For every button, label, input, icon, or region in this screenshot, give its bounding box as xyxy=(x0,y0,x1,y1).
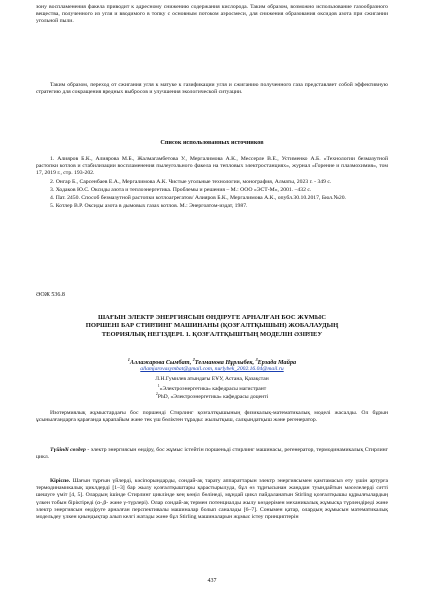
title-line: ТЕОРИЯЛЫҚ НЕГІЗДЕРІ. 1. ҚОЗҒАЛТҚЫШТЫҢ МОДЕЛІН ӘЗІРЛЕУ xyxy=(101,330,323,338)
affiliation-sup: 1 xyxy=(157,384,160,388)
author-emails[interactable]: allamjarovasymbat@gmail.com, nurlybek_2002.16.04@mail.ru xyxy=(140,366,284,372)
page-number: 437 xyxy=(207,578,217,584)
abstract: Изотермиялық жұмыстардағы бос поршенді Стирлинг қозғалтқышының физикалық-математикалық моделі жасалды. Ол бұрын ұсынылғандарға қарағанда қарапайым және тек үш бөліктен тұрады: жылытқыш, салқындатқыш және регенератор. xyxy=(36,410,388,424)
author-sup: 3 xyxy=(255,357,258,362)
keywords-label: Түйінді сөздер xyxy=(50,447,86,453)
udc-code: ӘОЖ 536.8 xyxy=(36,292,65,298)
affiliation-sup: 2 xyxy=(155,392,158,396)
intro-label: Кіріспе. xyxy=(50,478,71,484)
author-name: Ерзада Майра xyxy=(257,359,297,367)
affiliation-text: «Электроэнергетика» кафедрасы магистрант xyxy=(159,385,267,392)
reference-item: 1. Алияров Б.К., Алиярова М.Б., Жалмагамбетова У., Мергалимова А.К., Мессерле В.Е., Устименко А.Б. «Технологии безмазутной растопки котлов и стабилизации воспламенения пылеугольного факела на тепловых электростанциях», журнал «Горение и плазмохимия», том 17, 2019 г., стр. 193-202. xyxy=(36,156,388,177)
title-line: ПОРШЕНІ БАР СТИРЛИНГ МАШИНАНЫ (ҚОЗҒАЛТҚЫШЫН) ЖОБАЛАУДЫҢ xyxy=(85,322,339,330)
references-list xyxy=(36,156,388,211)
affiliation-role xyxy=(36,384,388,392)
keywords xyxy=(36,447,388,461)
affiliation-university: Л.Н.Гумилев атындағы ЕҰУ, Астана, Қазақстан xyxy=(155,376,269,382)
author-sup: 2 xyxy=(192,357,195,362)
intro-text: Шағын тұрғын үйлерді, кәсіпорындарды, сондай-ақ тарату аппараттарын электр энергиясымен қамтамасыз ету үшін артурға термодинамикалық циклдерді [1–3] бар жылу қозғалтқыштары қарастырылуда, бұл өз тұрғысынан жаңадан туындайтын мәселелерді сәтті шешуге үміт [4, 5]. Олардың ішінде Стирлинг циклінде кең көңіл бөлінеді, мұндай цикл пайдаланатын Stirling қозғалтқышы құрылғылардың үлкен тобын біріктіреді (α-,β- және γ-түрлері). Олар сондай-ақ термен потенциалды жылу көздерімен механикалық жұмысқа түрлендіреді және электр энергиясын өндіруге арналған перспективалы машиналар болып саналады [6–7]. Сонымен қатар, олардың жұмысын математикалық модельдеу үлкен қиындықтар алып келгі жатады және бұл Stirling машиналарын жұмыс істеу принциптерін xyxy=(36,478,389,521)
closing-paragraph: зону воспламенения факела приводит к адресному снижению содержания кислорода. Таким образом, возможно использование газообразного вещества, полученного из угля и вводимого в топку с основным потоком аэросмеси, для снижения образования оксидов азота при сжигании угольной пыли. xyxy=(36,4,388,25)
affiliation-role xyxy=(36,392,388,400)
title-line: ШАҒЫН ЭЛЕКТР ЭНЕРГИЯСЫН ӨНДІРУГЕ АРНАЛҒАН БОС ЖҰМЫС xyxy=(97,314,327,321)
keywords-text: - электр энергиясын өндіру, бос жұмыс істейтін поршеньді стирлинг машинасы, регенератор, термодинамикалық Стирлинг цикл. xyxy=(36,447,389,461)
reference-item: 4. Пат. 2450. Способ безмазутной растопки котлоагрегатов/ Алияров Б.К., Мергалимова А.К., опубл.30.10.2017, Бюл.№20. xyxy=(50,195,346,202)
author-name: Телманова Нұрлыбек, xyxy=(194,359,255,367)
reference-item: 3. Ходаков Ю.С. Оксиды азота и теплоэнергетика. Проблемы и решения – М.: ООО «ЭСТ-М», 2001. –432 с. xyxy=(50,186,312,193)
affiliation-text: PhD, «Электроэнергетика» кафедрасы доценті xyxy=(157,393,269,400)
references-heading: Список использованных источников xyxy=(160,139,264,146)
paper-page xyxy=(36,0,388,600)
article-title xyxy=(36,314,388,339)
authors-line xyxy=(36,357,388,366)
author-sup: 1 xyxy=(127,357,130,362)
conclusion-paragraph: Таким образом, переход от сжигания угля к матуке к газификации угля и сжиганию полученного газа представляет собой эффективную стратегию для сокращения вредных выбросов и улучшения экологической ситуации. xyxy=(36,82,388,96)
introduction xyxy=(36,478,388,521)
author-name: Аллажарова Сымбат, xyxy=(129,359,192,367)
reference-item: 5. Котлер В.Р. Оксиды азота в дымовых газах котлов. М.: Энергоатом-издат, 1987. xyxy=(50,203,248,210)
reference-item: 2. Онгар Б., Сарсенбаев Е.А., Мергалимова А.К. Чистые угольные технологии, монография, Алматы, 2023 г. - 349 с. xyxy=(50,178,332,185)
